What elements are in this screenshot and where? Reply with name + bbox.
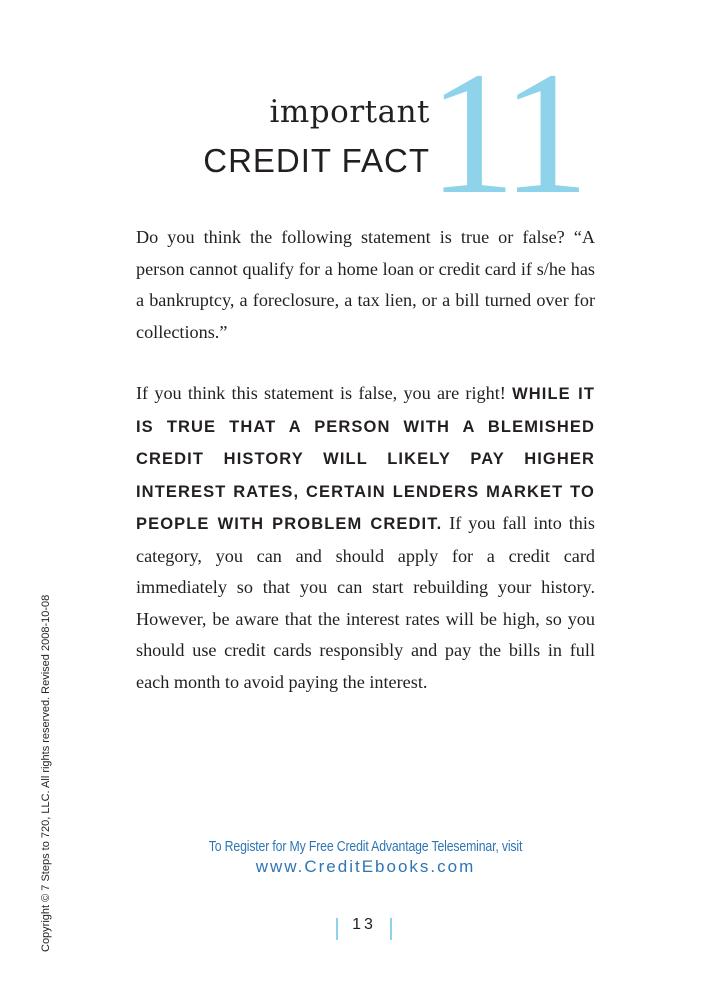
fact-number: 11 xyxy=(428,36,582,231)
answer-intro: If you think this statement is false, you are right! xyxy=(136,383,506,403)
heading-kicker: important xyxy=(269,94,430,130)
heading-title: CREDIT FACT xyxy=(203,142,430,179)
paragraph-answer xyxy=(136,378,595,698)
page-number-right-bar xyxy=(390,918,392,940)
registration-callout xyxy=(136,838,595,877)
website-link[interactable]: www.CreditEbooks.com xyxy=(255,857,476,876)
registration-text: To Register for My Free Credit Advantage Teleseminar, visit xyxy=(208,838,523,855)
body-text xyxy=(136,222,595,698)
paragraph-question: Do you think the following statement is true or false? “A person cannot qualify for a home loan or credit card if s/he has a bankruptcy, a foreclosure, a tax lien, or a bill turned over for collections.” xyxy=(136,227,595,342)
page-number: 13 xyxy=(352,916,376,933)
answer-emphasis: WHILE IT IS TRUE THAT A PERSON WITH A BLEMISHED CREDIT HISTORY WILL LIKELY PAY HIGHER INTEREST RATES, CERTAIN LENDERS MARKET TO PEOPLE WITH PROBLEM CREDIT. xyxy=(136,385,595,533)
answer-detail: If you fall into this category, you can and should apply for a credit card immediately so that you can start rebuilding your history. However, be aware that the interest rates will be high, so you should use credit cards responsibly and pay the bills in full each month to avoid paying the interest. xyxy=(136,513,595,692)
copyright-notice: Copyright © 7 Steps to 720, LLC. All rights reserved. Revised 2008-10-08 xyxy=(40,594,52,952)
